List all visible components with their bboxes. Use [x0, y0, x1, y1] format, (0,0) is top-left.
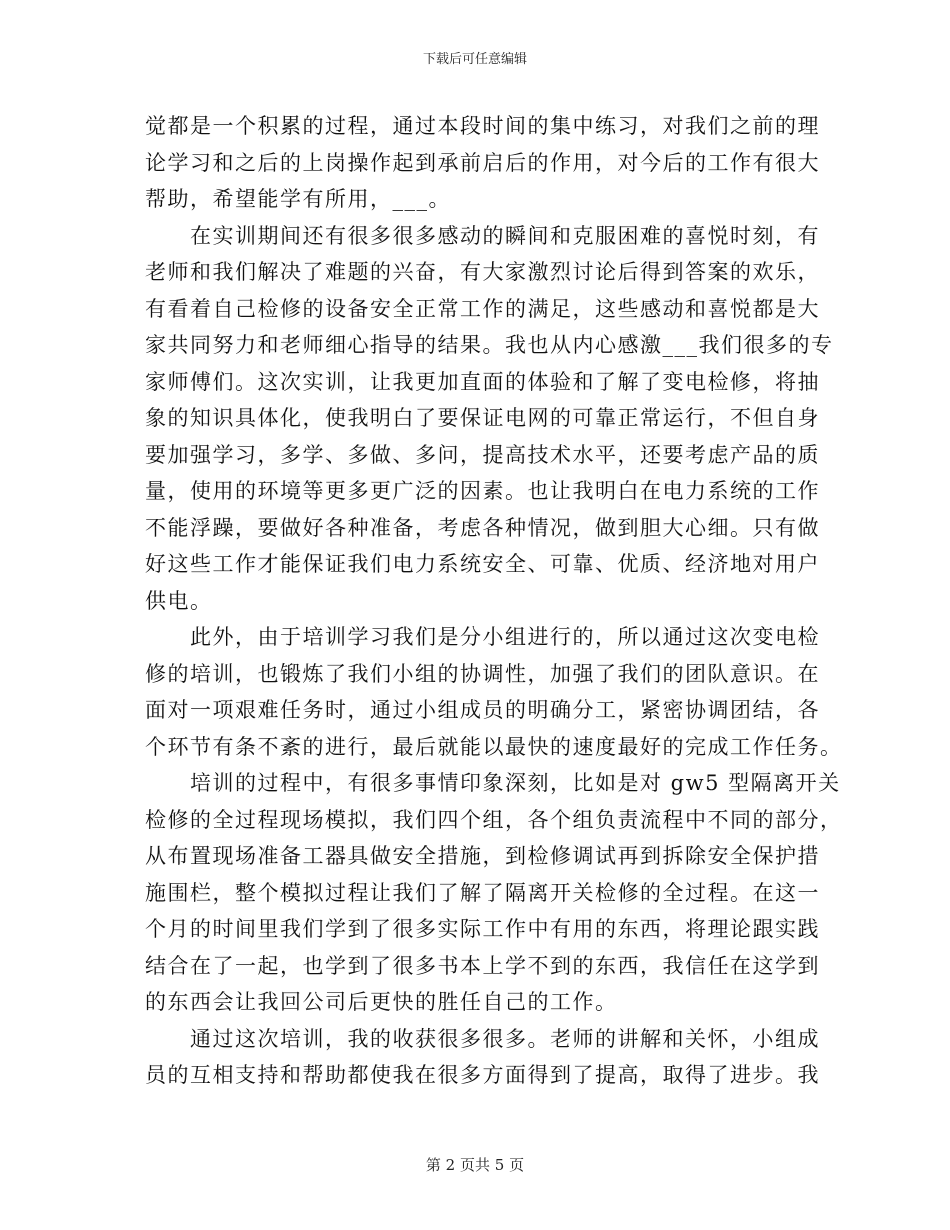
text-line: 老师和我们解决了难题的兴奋，有大家激烈讨论后得到答案的欢乐，	[145, 260, 820, 284]
paragraph-3	[145, 619, 843, 765]
text-line: 供电。	[145, 588, 213, 613]
text-line: 通过这次培训，我的收获很多很多。老师的讲解和关怀，小组成	[145, 1026, 820, 1051]
text-line: 个环节有条不紊的进行，最后就能以最快的速度最好的完成工作任务。	[145, 734, 843, 759]
text-line: 培训的过程中，有很多事情印象深刻，比如是对 gw5 型隔离开关	[145, 771, 841, 795]
paragraph-1	[145, 108, 820, 218]
text-line: 家师傅们。这次实训，让我更加直面的体验和了解了变电检修，将抽	[145, 369, 820, 394]
text-line: 家共同努力和老师细心指导的结果。我也从内心感激___我们很多的专	[145, 333, 834, 357]
text-line: 施围栏，整个模拟过程让我们了解了隔离开关检修的全过程。在这一	[145, 880, 820, 905]
text-line: 结合在了一起，也学到了很多书本上学不到的东西，我信任在这学到	[145, 953, 820, 978]
text-line: 在实训期间还有很多很多感动的瞬间和克服困难的喜悦时刻，有	[145, 223, 820, 248]
text-line: 此外，由于培训学习我们是分小组进行的，所以通过这次变电检	[145, 625, 820, 649]
text-line: 从布置现场准备工器具做安全措施，到检修调试再到拆除安全保护措	[145, 844, 820, 868]
text-line: 论学习和之后的上岗操作起到承前启后的作用，对今后的工作有很大	[145, 150, 820, 175]
paragraph-5	[145, 1021, 820, 1094]
text-line: 象的知识具体化，使我明白了要保证电网的可靠正常运行，不但自身	[145, 406, 820, 430]
text-line: 有看着自己检修的设备安全正常工作的满足，这些感动和喜悦都是大	[145, 296, 820, 321]
document-body	[145, 108, 843, 1094]
text-line: 修的培训，也锻炼了我们小组的协调性，加强了我们的团队意识。在	[145, 661, 820, 686]
text-line: 觉都是一个积累的过程，通过本段时间的集中练习，对我们之前的理	[145, 114, 820, 138]
text-line: 面对一项艰难任务时，通过小组成员的明确分工，紧密协调团结，各	[145, 698, 820, 722]
text-line: 个月的时间里我们学到了很多实际工作中有用的东西，将理论跟实践	[145, 917, 820, 941]
text-line: 员的互相支持和帮助都使我在很多方面得到了提高，取得了进步。我	[145, 1063, 820, 1087]
text-line: 的东西会让我回公司后更快的胜任自己的工作。	[145, 990, 618, 1014]
text-line: 好这些工作才能保证我们电力系统安全、可靠、优质、经济地对用户	[145, 552, 820, 576]
paragraph-2	[145, 218, 834, 620]
text-line: 要加强学习，多学、多做、多问，提高技术水平，还要考虑产品的质	[145, 442, 820, 467]
text-line: 帮助，希望能学有所用，___。	[145, 187, 451, 211]
text-line: 检修的全过程现场模拟，我们四个组，各个组负责流程中不同的部分，	[145, 807, 843, 832]
paragraph-4	[145, 765, 843, 1021]
text-line: 量，使用的环境等更多更广泛的因素。也让我明白在电力系统的工作	[145, 479, 820, 503]
text-line: 不能浮躁，要做好各种准备，考虑各种情况，做到胆大心细。只有做	[145, 515, 820, 540]
page-number-footer: 第 2 页共 5 页	[425, 1156, 525, 1174]
page-header: 下载后可任意编辑	[422, 52, 527, 67]
